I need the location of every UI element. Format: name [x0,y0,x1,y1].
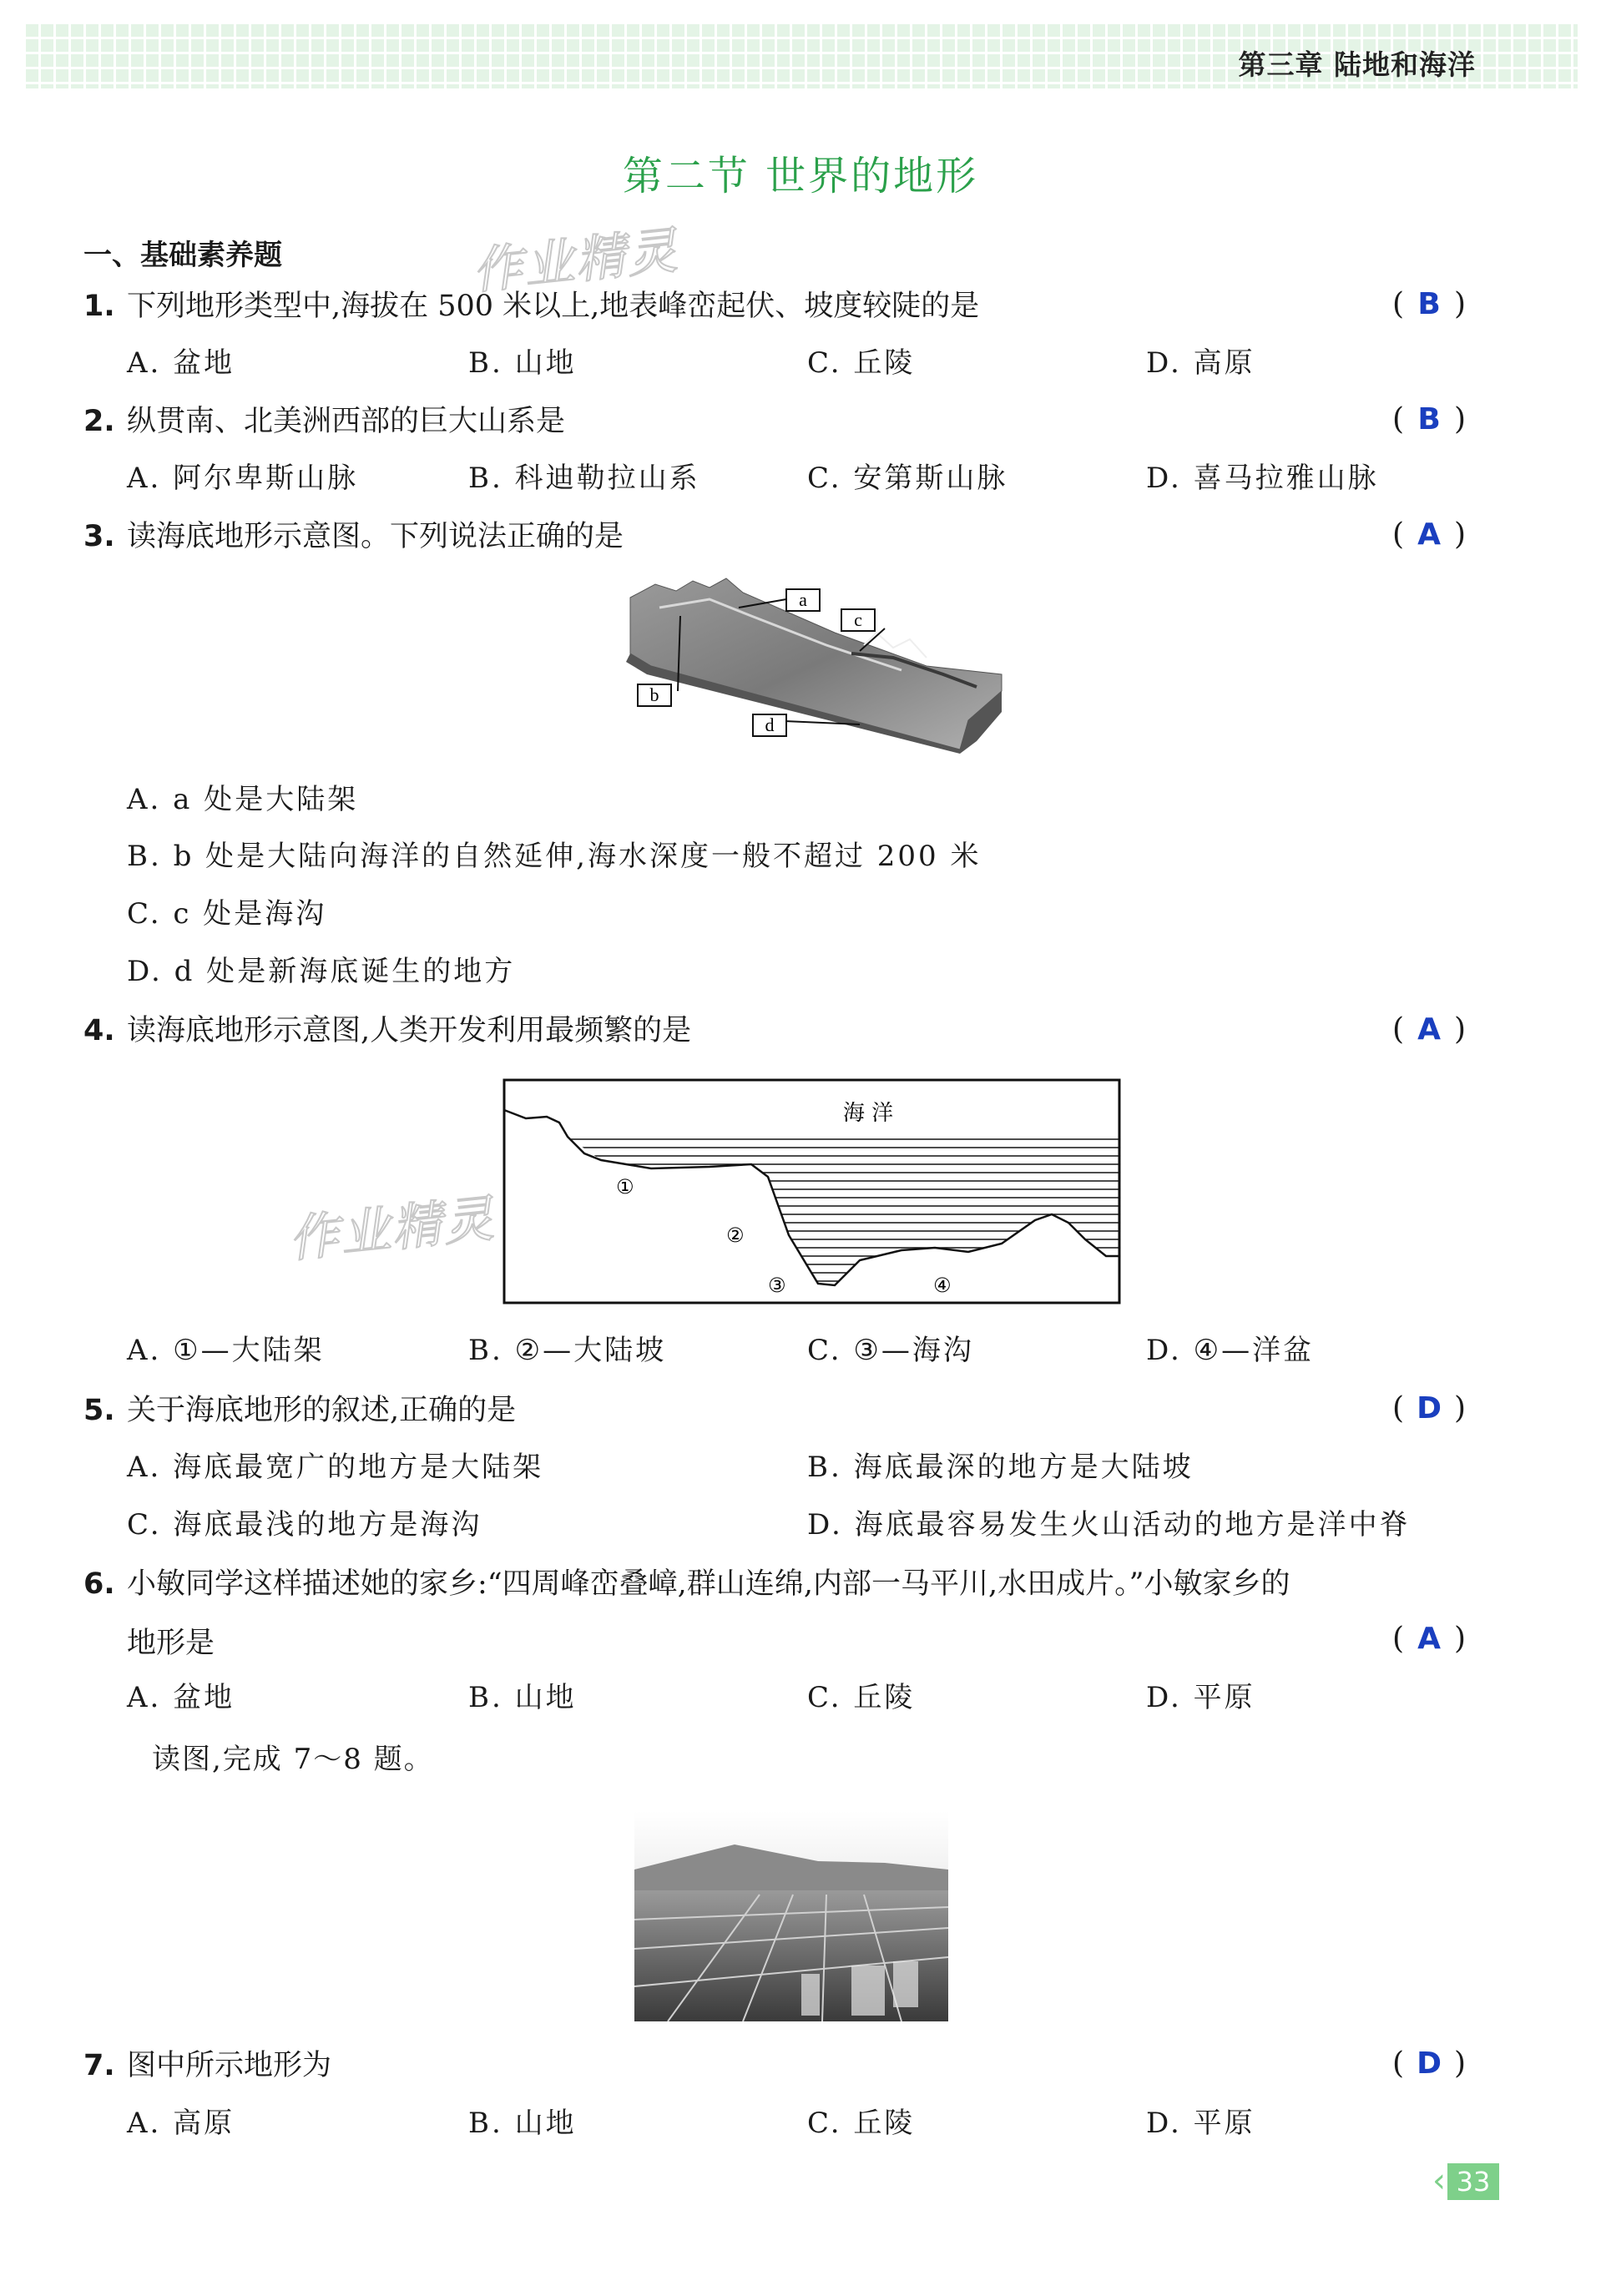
question-number: 2. [83,405,115,438]
question-number: 5. [83,1394,115,1427]
answer-letter: A [1417,1012,1441,1047]
plain-photo [634,1811,948,2021]
option: C. 丘陵 [807,2107,916,2140]
part-title: 一、基础素养题 [83,239,282,272]
question-3 [83,516,624,558]
option: C. 海底最浅的地方是海沟 [127,1508,482,1542]
option: C. 丘陵 [807,1681,916,1714]
question-text: 读海底地形示意图,人类开发利用最频繁的是 [127,1014,692,1047]
option: B. 山地 [468,2107,577,2140]
answer-7: ( D ) [1392,2046,1467,2081]
seafloor-profile-diagram [501,1077,1123,1306]
question-5 [83,1390,516,1431]
answer-4: ( A ) [1392,1012,1467,1047]
question-1 [83,285,979,327]
answer-letter: A [1417,1622,1441,1656]
option: B. 海底最深的地方是大陆坡 [807,1451,1194,1484]
option: B. 山地 [468,346,577,380]
chapter-title: 第三章 陆地和海洋 [1238,48,1476,81]
option: A. 阿尔卑斯山脉 [127,462,359,495]
answer-3: ( A ) [1392,517,1467,552]
question-text: 读海底地形示意图。下列说法正确的是 [127,520,624,553]
option: A. 盆地 [127,346,235,380]
question-number: 6. [83,1567,115,1601]
option: A. 高原 [127,2107,235,2140]
question-2 [83,401,565,442]
marker-3: ③ [768,1274,786,1297]
answer-6: ( A ) [1392,1622,1467,1656]
answer-letter: B [1417,402,1441,436]
option: A. 盆地 [127,1681,235,1714]
option: D. 平原 [1146,2107,1255,2140]
question-number: 3. [83,520,115,553]
label-c: c [854,609,862,630]
option: D. 平原 [1146,1681,1255,1714]
marker-1: ① [616,1175,634,1198]
option: D. 海底最容易发生火山活动的地方是洋中脊 [807,1508,1411,1542]
option: D. d 处是新海底诞生的地方 [127,955,516,988]
option: A. ①—大陆架 [127,1334,325,1367]
question-6-continued: 地形是 [127,1627,215,1660]
question-text: 下列地形类型中,海拔在 500 米以上,地表峰峦起伏、坡度较陡的是 [127,290,980,323]
answer-2: ( B ) [1392,402,1467,436]
question-number: 1. [83,290,115,323]
option: D. 高原 [1146,346,1255,380]
question-7 [83,2045,331,2087]
option: D. 喜马拉雅山脉 [1146,462,1379,495]
section-title: 第二节 世界的地形 [622,153,979,199]
marker-4: ④ [933,1274,952,1297]
question-text: 小敏同学这样描述她的家乡:“四周峰峦叠嶂,群山连绵,内部一马平川,水田成片。”小敏家乡的 [127,1567,1290,1601]
label-a: a [799,589,807,610]
answer-letter: D [1417,2046,1442,2081]
option: C. 丘陵 [807,346,916,380]
answer-1: ( B ) [1392,287,1467,321]
option: B. ②—大陆坡 [468,1334,667,1367]
option: C. 安第斯山脉 [807,462,1008,495]
reading-intro: 读图,完成 7～8 题。 [152,1743,434,1776]
option: C. ③—海沟 [807,1334,974,1367]
page-arrow-icon: ‹ [1432,2162,1446,2200]
answer-letter: D [1417,1391,1442,1426]
option: B. 科迪勒拉山系 [468,462,700,495]
option: A. a 处是大陆架 [127,783,359,816]
question-text: 纵贯南、北美洲西部的巨大山系是 [127,405,566,438]
option: A. 海底最宽广的地方是大陆架 [127,1451,544,1484]
option: B. 山地 [468,1681,577,1714]
question-number: 4. [83,1014,115,1047]
watermark: 作业精灵 [469,221,682,301]
question-4 [83,1010,691,1052]
marker-2: ② [726,1224,745,1247]
answer-5: ( D ) [1392,1391,1467,1426]
page-number: 33 [1447,2163,1499,2200]
option: C. c 处是海沟 [127,897,327,931]
question-6 [83,1563,1290,1605]
question-text: 图中所示地形为 [127,2049,332,2082]
option: B. b 处是大陆向海洋的自然延伸,海水深度一般不超过 200 米 [127,840,982,873]
answer-letter: A [1417,517,1441,552]
seafloor-block-diagram [609,574,1010,758]
answer-letter: B [1417,287,1441,321]
watermark: 作业精灵 [285,1189,498,1269]
label-d: d [765,714,775,735]
label-b: b [649,684,659,705]
ocean-label: 海 洋 [842,1101,894,1126]
question-number: 7. [83,2049,115,2082]
question-text: 关于海底地形的叙述,正确的是 [127,1394,517,1427]
option: D. ④—洋盆 [1146,1334,1315,1367]
